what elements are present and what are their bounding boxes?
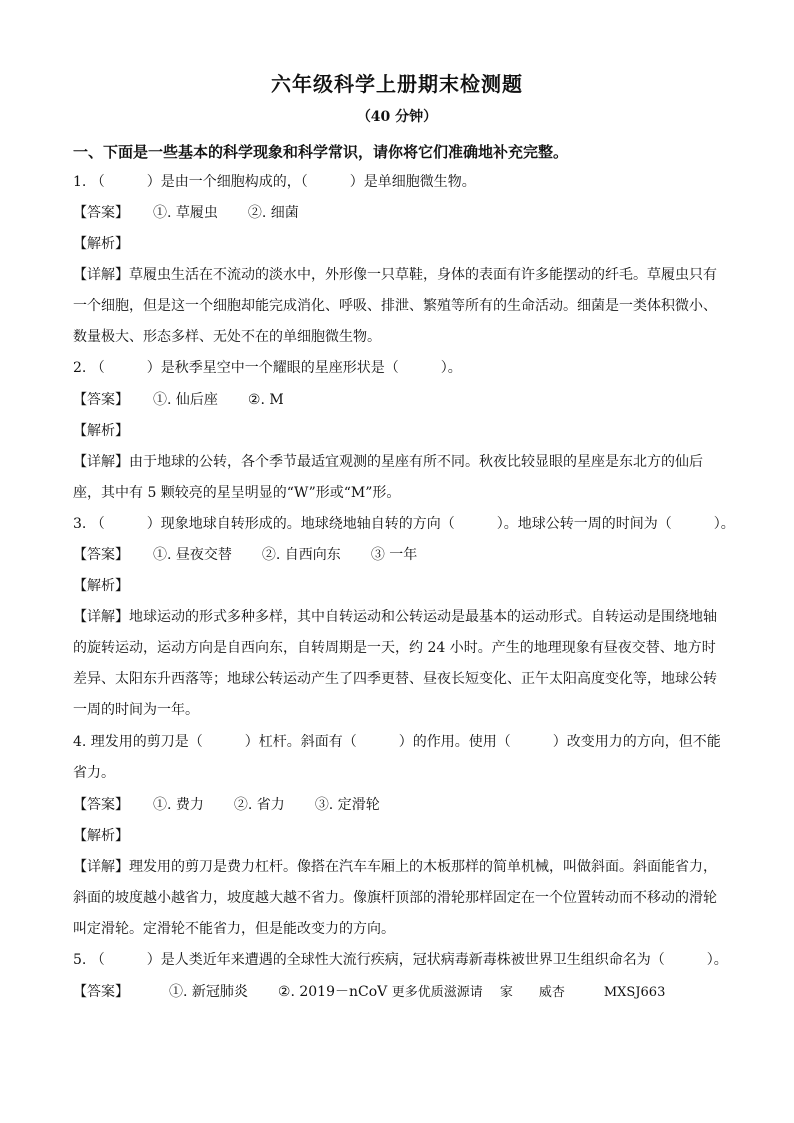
detail-line: 斜面的坡度越小越省力，坡度越大越不省力。像旗杆顶部的滑轮那样固定在一个位置转动而不移动的滑轮 (73, 890, 717, 906)
detail-line: 叫定滑轮。定滑轮不能省力，但是能改变力的方向。 (73, 921, 395, 937)
answer-label: 【答案】 (73, 797, 129, 813)
detail-text: 地球运动的形式多种多样，其中自转运动和公转运动是最基本的运动形式。自转运动是围绕地轴 (129, 609, 717, 625)
answer-label: 【答案】 (73, 547, 129, 563)
question-3: 3. （ ）现象地球自转形成的。地球绕地轴自转的方向（ ）。地球公转一周的时间为（ ）。 (73, 516, 735, 532)
detail-text: 由于地球的公转，各个季节最适宜观测的星座有所不同。秋夜比较显眼的星座是东北方的仙后 (129, 454, 703, 470)
detail-line (73, 452, 733, 472)
detail-text: 草履虫生活在不流动的淡水中，外形像一只草鞋，身体的表面有许多能摆动的纤毛。草履虫只有 (129, 267, 717, 283)
detail-line (73, 265, 733, 285)
answer-row-2 (73, 390, 733, 410)
analysis-label: 【解析】 (73, 423, 129, 439)
detail-line (73, 607, 733, 627)
analysis-label: 【解析】 (73, 828, 129, 844)
answer-item: ③. 定滑轮 (314, 797, 380, 813)
analysis-label: 【解析】 (73, 236, 129, 252)
answer-item: ②. M (247, 392, 284, 408)
answer-label: 【答案】 (73, 984, 129, 1000)
detail-line: 一个细胞，但是这一个细胞却能完成消化、呼吸、排泄、繁殖等所有的生命活动。细菌是一类体积微小、 (73, 298, 717, 314)
detail-label: 【详解】 (73, 609, 129, 625)
answer-item: ①. 仙后座 (153, 392, 218, 408)
answer-label: 【答案】 (73, 392, 129, 408)
detail-line: 一周的时间为一年。 (73, 702, 199, 718)
answer-item: ①. 费力 (153, 797, 204, 813)
answer-item: ②. 自西向东 (261, 547, 341, 563)
answer-item: ②. 细菌 (247, 205, 299, 221)
detail-label: 【详解】 (73, 454, 129, 470)
question-5: 5. （ ）是人类近年来遭遇的全球性大流行疾病，冠状病毒新毒株被世界卫生组织命名为（ ）。 (73, 952, 728, 968)
detail-text: 理发用的剪刀是费力杠杆。像搭在汽车车厢上的木板那样的简单机械，叫做斜面。斜面能省力， (129, 859, 717, 875)
page-subtitle: （40 分钟） (356, 109, 438, 125)
question-2: 2. （ ）是秋季星空中一个耀眼的星座形状是（ ）。 (73, 360, 462, 376)
page-title: 六年级科学上册期末检测题 (271, 72, 523, 96)
watermark-text: 更多优质滋源请 家 威杏 MXSJ663 (391, 985, 666, 1000)
question-4-cont: 省力。 (73, 765, 115, 781)
question-1: 1. （ ）是由一个细胞构成的，（ ）是单细胞微生物。 (73, 174, 476, 190)
analysis-label: 【解析】 (73, 578, 129, 594)
answer-item: ①. 昼夜交替 (153, 547, 232, 563)
answer-item: ③ 一年 (370, 547, 418, 563)
detail-label: 【详解】 (73, 267, 129, 283)
answer-row-4 (73, 795, 733, 815)
answer-row-3 (73, 545, 733, 565)
answer-row-5 (73, 982, 733, 1003)
answer-item: ②. 2019－nCoV (277, 984, 388, 1000)
detail-label: 【详解】 (73, 859, 129, 875)
detail-line: 的旋转运动，运动方向是自西向东，自转周期是一天，约 24 小时。产生的地理现象有昼夜交替、地方时 (73, 640, 716, 656)
detail-line: 座，其中有 5 颗较亮的星呈明显的“W”形或“M”形。 (73, 485, 401, 501)
answer-label: 【答案】 (73, 205, 129, 221)
section-heading: 一、下面是一些基本的科学现象和科学常识，请你将它们准确地补充完整。 (73, 143, 569, 161)
answer-item: ②. 省力 (233, 797, 285, 813)
detail-line: 差异、太阳东升西落等；地球公转运动产生了四季更替、昼夜长短变化、正午太阳高度变化等，地球公转 (73, 671, 717, 687)
detail-line: 数量极大、形态多样、无处不在的单细胞微生物。 (73, 329, 381, 345)
answer-row-1 (73, 203, 733, 223)
detail-line (73, 857, 733, 877)
answer-item: ①. 草履虫 (153, 205, 218, 221)
question-4: 4. 理发用的剪刀是（ ）杠杆。斜面有（ ）的作用。使用（ ）改变用力的方向，但不能 (73, 734, 721, 750)
answer-item: ①. 新冠肺炎 (169, 984, 248, 1000)
